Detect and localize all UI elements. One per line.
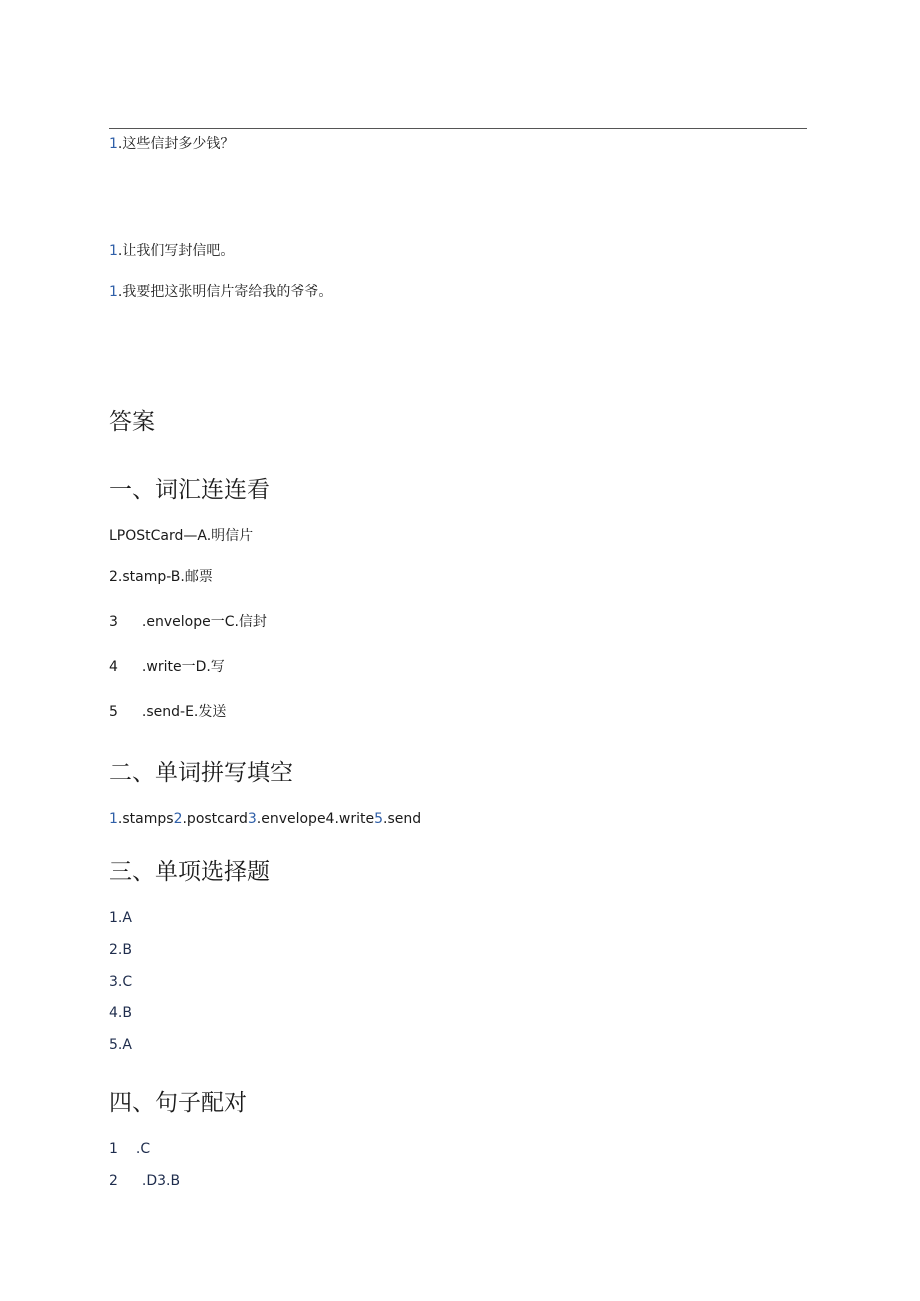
choice-answer-4: 4.B (109, 1005, 132, 1021)
item-text: .D3.B (141, 1173, 181, 1189)
question-2 (109, 242, 234, 260)
spelling-answers (109, 810, 421, 828)
vocab-match-3 (109, 613, 267, 631)
item-number: 2 (109, 1173, 118, 1189)
question-text: .这些信封多少钱？ (117, 136, 235, 152)
question-text: .让我们写封信吧。 (117, 243, 235, 259)
answer-number: 3 (247, 811, 257, 827)
choice-answer-1: 1.A (109, 910, 132, 926)
question-3 (109, 283, 332, 301)
sentence-match-1 (109, 1140, 150, 1158)
item-text: .write一D.写 (141, 659, 225, 675)
item-number: 4 (109, 659, 118, 675)
item-text: .envelope一C.信封 (141, 614, 267, 630)
question-text: .我要把这张明信片寄给我的爷爷。 (117, 284, 333, 300)
section-2-heading: 二、单词拼写填空 (109, 760, 293, 786)
vocab-match-1: LPOStCard—A.明信片 (109, 528, 254, 544)
question-number: 1 (109, 136, 118, 152)
item-text: .C (135, 1141, 151, 1157)
section-4-heading: 四、句子配对 (109, 1090, 247, 1116)
vocab-match-5 (109, 703, 226, 721)
choice-answer-2: 2.B (109, 942, 132, 958)
answer-number: 1 (109, 811, 118, 827)
answer-number: 5 (374, 811, 384, 827)
item-number: 3 (109, 614, 118, 630)
item-number: 5 (109, 704, 118, 720)
question-1 (109, 135, 234, 153)
vocab-match-4 (109, 658, 225, 676)
section-1-heading: 一、词汇连连看 (109, 477, 270, 503)
answer-text: .postcard (182, 811, 248, 827)
answer-text: .stamps (117, 811, 174, 827)
question-number: 1 (109, 284, 118, 300)
item-text: .send-E.发送 (141, 704, 227, 720)
section-3-heading: 三、单项选择题 (109, 859, 270, 885)
item-number: 1 (109, 1141, 118, 1157)
answer-text: .send (383, 811, 422, 827)
choice-answer-5: 5.A (109, 1037, 132, 1053)
answer-text: .envelope4.write (256, 811, 375, 827)
answers-heading: 答案 (109, 409, 155, 435)
answer-number: 2 (173, 811, 183, 827)
vocab-match-2: 2.stamp-B.邮票 (109, 569, 213, 585)
sentence-match-2 (109, 1172, 180, 1190)
top-divider (109, 128, 807, 129)
question-number: 1 (109, 243, 118, 259)
choice-answer-3: 3.C (109, 974, 133, 990)
